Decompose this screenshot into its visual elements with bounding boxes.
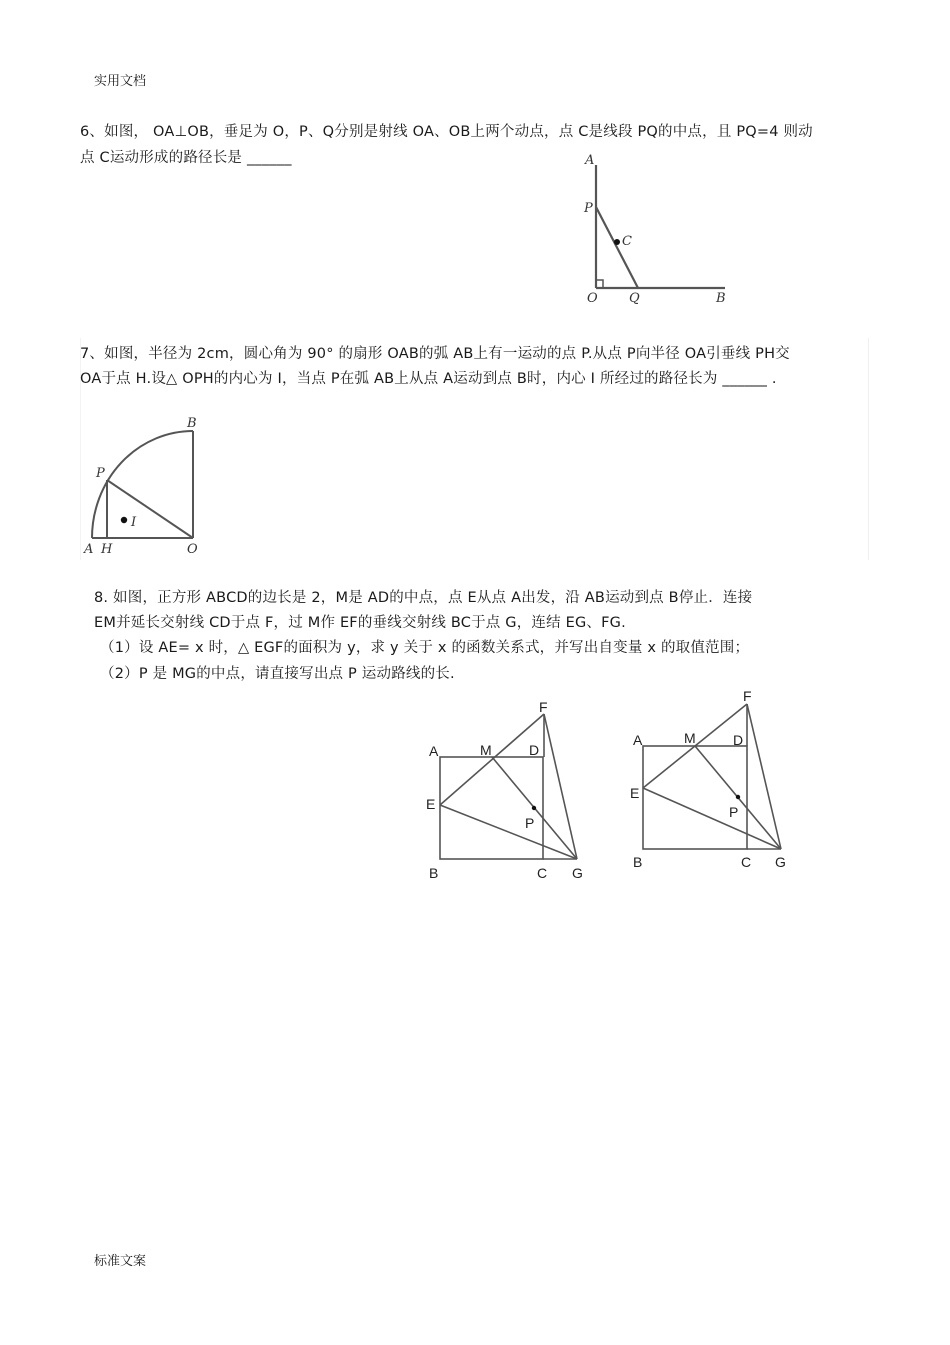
- q6-figure: [575, 150, 745, 310]
- segment-eg: [440, 805, 577, 859]
- label-i: I: [131, 515, 137, 530]
- label-a: A: [633, 732, 643, 748]
- label-p: P: [729, 804, 739, 820]
- label-p: P: [584, 201, 593, 216]
- label-c: C: [741, 854, 752, 870]
- label-b: B: [429, 865, 439, 881]
- square-abcd: [643, 746, 747, 849]
- q8-figure-1: [420, 695, 595, 885]
- q6-text-line1: 6、如图， OA⊥OB，垂足为 O，P、Q分别是射线 OA、OB上两个动点，点 C是线段 PQ的中点，且 PQ=4 则动: [80, 124, 813, 140]
- line-ef: [440, 714, 544, 805]
- q6-text-line2: 点 C运动形成的路径长是 ______: [80, 150, 292, 166]
- label-e: E: [426, 796, 436, 812]
- label-b: B: [187, 416, 197, 431]
- page-header: 实用文档: [94, 74, 147, 89]
- label-a: A: [429, 743, 439, 759]
- label-a: A: [585, 153, 595, 168]
- label-g: G: [775, 854, 786, 870]
- segment-fg: [747, 704, 781, 849]
- label-q: Q: [629, 291, 640, 306]
- label-e: E: [630, 785, 640, 801]
- label-m: M: [480, 742, 492, 758]
- label-a: A: [84, 542, 94, 557]
- label-f: F: [539, 699, 548, 715]
- q8-part1: （1）设 AE= x 时，△ EGF的面积为 y，求 y 关于 x 的函数关系式，并写出自变量 x 的取值范围；: [100, 640, 750, 656]
- point-p: [532, 806, 536, 810]
- square-abcd: [440, 757, 543, 859]
- q8-text-line1: 8. 如图，正方形 ABCD的边长是 2，M是 AD的中点，点 E从点 A出发，沿 AB运动到点 B停止．连接: [94, 590, 753, 606]
- point-c: [614, 239, 620, 245]
- point-p: [736, 795, 740, 799]
- q8-figure-2: [625, 683, 800, 873]
- q7-figure: [80, 410, 220, 560]
- label-b: B: [633, 854, 643, 870]
- label-m: M: [684, 730, 696, 746]
- segment-po: [107, 480, 193, 538]
- label-d: D: [529, 742, 540, 758]
- label-b: B: [716, 291, 726, 306]
- q7-text-line1: 7、如图，半径为 2cm，圆心角为 90° 的扇形 OAB的弧 AB上有一运动的点 P.从点 P向半径 OA引垂线 PH交: [80, 346, 790, 362]
- label-p: P: [96, 466, 105, 481]
- q8-part2: （2）P 是 MG的中点，请直接写出点 P 运动路线的长.: [100, 666, 455, 682]
- q7-text-line2: OA于点 H.设△ OPH的内心为 I，当点 P在弧 AB上从点 A运动到点 B时，内心 I 所经过的路径长为 ______ .: [80, 371, 777, 387]
- label-p: P: [525, 815, 535, 831]
- label-o: O: [187, 542, 198, 557]
- point-i: [121, 517, 127, 523]
- page-footer: 标准文案: [94, 1254, 147, 1269]
- segment-eg: [643, 788, 781, 849]
- label-c: C: [537, 865, 548, 881]
- label-o: O: [587, 291, 598, 306]
- label-f: F: [743, 688, 752, 704]
- label-c: C: [622, 234, 632, 249]
- label-g: G: [572, 865, 583, 881]
- label-h: H: [101, 542, 113, 557]
- label-d: D: [733, 732, 744, 748]
- segment-fg: [544, 714, 577, 859]
- q8-text-line2: EM并延长交射线 CD于点 F，过 M作 EF的垂线交射线 BC于点 G，连结 EG、FG.: [94, 615, 626, 631]
